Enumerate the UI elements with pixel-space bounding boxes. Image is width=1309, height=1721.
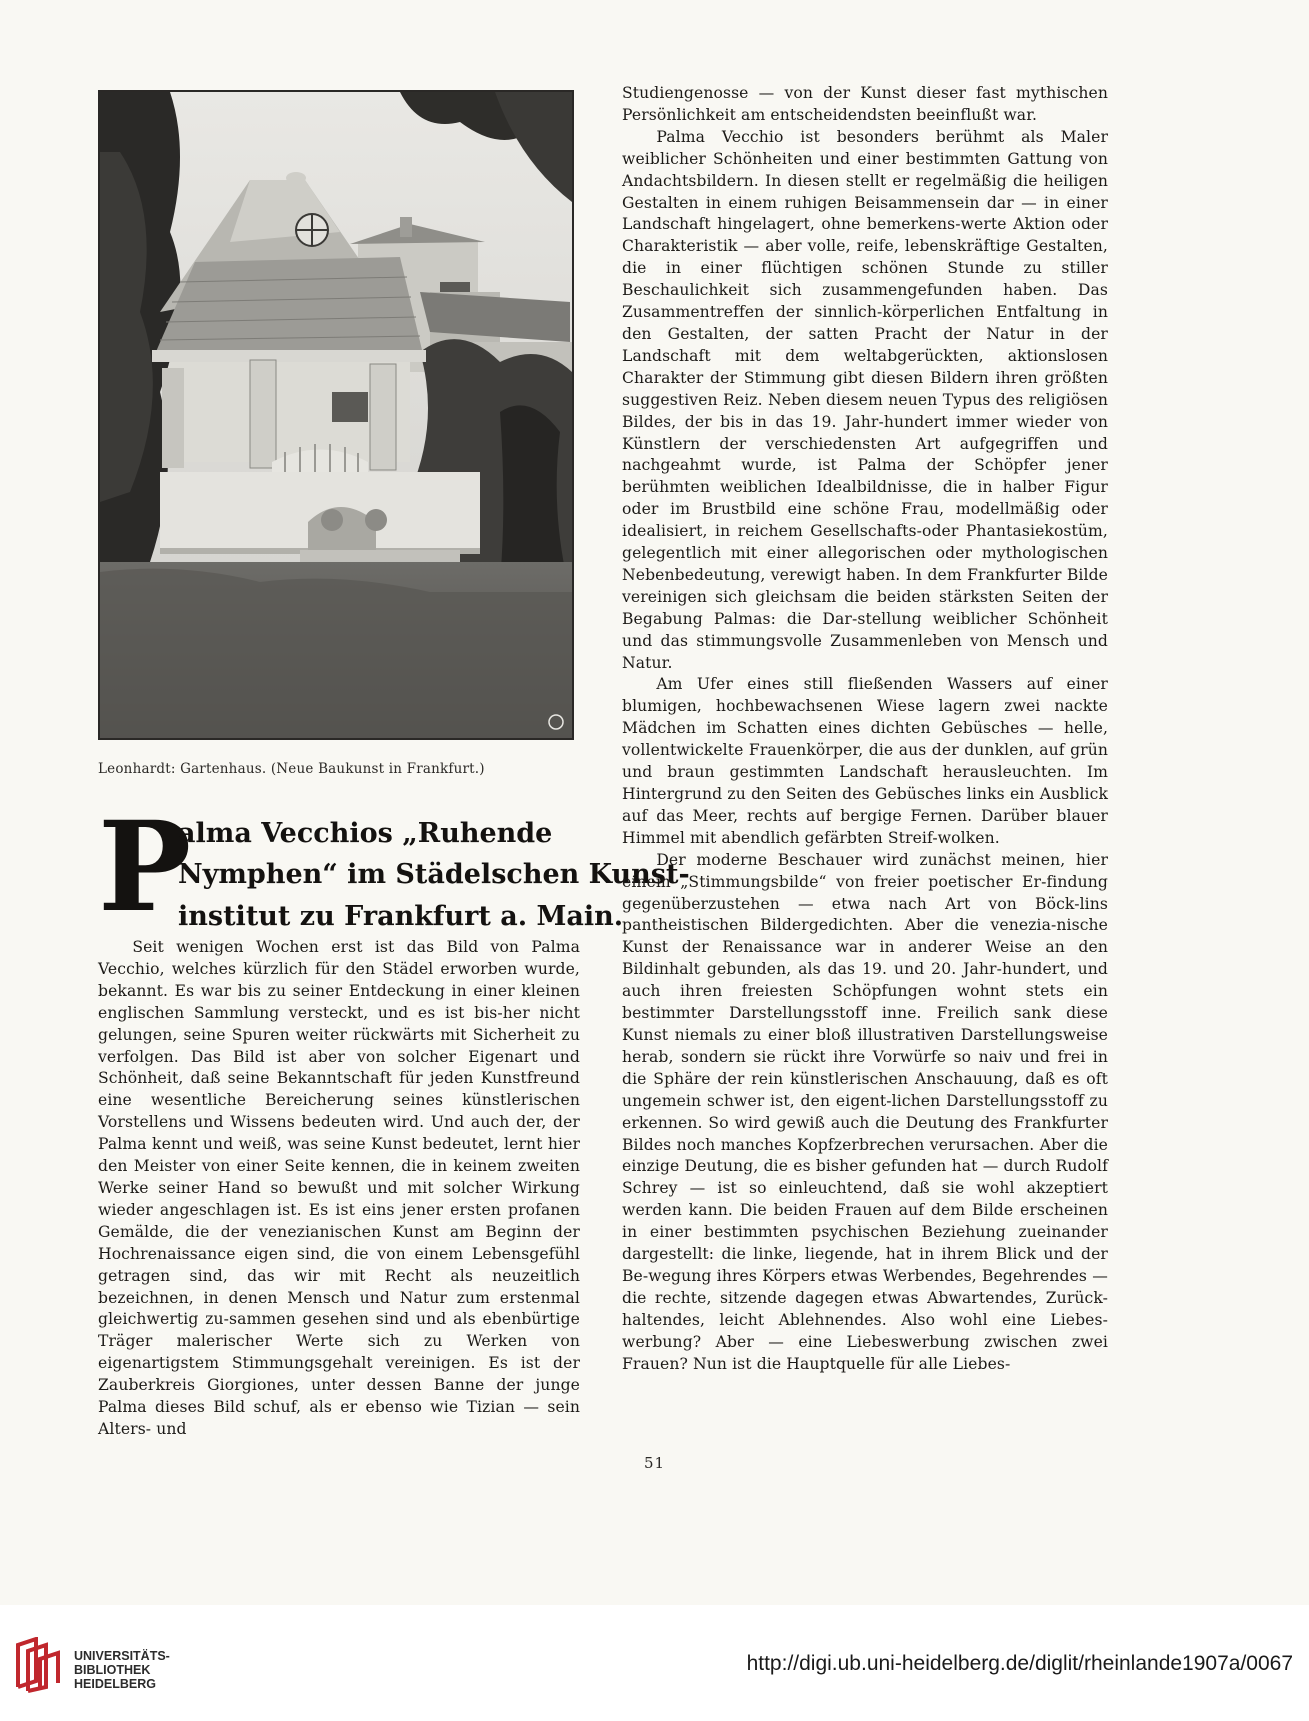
right-text-column: [622, 83, 1108, 1375]
right-paragraph-4: Der moderne Beschauer wird zunächst meinen, hier einem „Stimmungsbilde“ von freier poetischer Er-findung gegenüberzustehen — etwa nach Art von Böck-lins pantheistischen Bildergedichten. Aber die venezia-nische Kunst der Renaissance war in anderer Weise an den Bildinhalt gebunden, als das 19. und 20. Jahr-hundert, und auch ihren freiesten Schöpfungen wohnt stets ein bestimmter Darstellungsstoff inne. Freilich sank diese Kunst niemals zu einer bloß illustrativen Darstellungsweise herab, sondern sie rückt ihre Vorwürfe so naiv und frei in die Sphäre der rein künstlerischen Anschauung, daß es oft ungemein schwer ist, den eigent-lichen Darstellungsstoff zu erkennen. So wird gewiß auch die Deutung des Frankfurter Bildes noch manches Kopfzerbrechen verursachen. Aber die einzige Deutung, die es bisher gefunden hat — durch Rudolf Schrey — ist so einleuchtend, daß sie wohl akzeptiert werden kann. Die beiden Frauen auf dem Bilde erscheinen in einer bestimmten psychischen Beziehung zueinander dargestellt: die linke, liegende, hat in ihrem Blick und der Be-wegung ihres Körpers etwas Werbendes, Begehrendes — die rechte, sitzende dagegen etwas Abwartendes, Zurück-haltendes, leicht Ablehnendes. Also wohl eine Liebes-werbung? Aber — eine Liebeswerbung zwischen zwei Frauen? Nun ist die Hauptquelle für alle Liebes-: [622, 850, 1108, 1373]
right-paragraph-1: Studiengenosse — von der Kunst dieser fast mythischen Persönlichkeit am entscheidendsten beeinflußt war.: [622, 84, 1108, 124]
library-name-line-2: BIBLIOTHEK: [74, 1663, 151, 1677]
library-name-line-3: HEIDELBERG: [74, 1677, 156, 1691]
left-text-column: [98, 937, 580, 1441]
garden-house-illustration: [100, 92, 572, 738]
library-name: [74, 1649, 170, 1691]
right-paragraph-2: Palma Vecchio ist besonders berühmt als Maler weiblicher Schönheiten und einer bestimmten Gattung von Andachtsbildern. In diesen stellt er regelmäßig die heiligen Gestalten in einem ruhigen Beisammensein dar — in einer Landschaft hingelagert, ohne bemerkens-werte Aktion oder Charakteristik — aber volle, reife, lebenskräftige Gestalten, die in einer flüchtigen schönen Stunde zu stiller Beschaulichkeit sich zusammengefunden haben. Das Zusammentreffen der sinnlich-körperlichen Entfaltung in den Gestalten, der satten Pracht der Natur in der Landschaft mit dem weltabgerückten, aktionslosen Charakter der Stimmung gibt diesen Bildern ihren größten suggestiven Reiz. Neben diesem neuen Typus des religiösen Bildes, der bis in das 19. Jahr-hundert immer wieder von Künstlern der verschiedensten Art aufgegriffen und nachgeahmt wurde, ist Palma der Schöpfer jener berühmten weiblichen Idealbildnisse, die in halber Figur oder im Brustbild eine schöne Frau, modellmäßig oder idealisiert, in reichem Gesellschafts-oder Phantasiekostüm, gelegentlich mit einer allegorischen oder mythologischen Nebenbedeutung, verewigt haben. In dem Frankfurter Bilde vereinigen sich gleichsam die beiden stärksten Seiten der Begabung Palmas: die Dar-stellung weiblicher Schönheit und das stimmungsvolle Zusammenleben von Mensch und Natur.: [622, 127, 1108, 672]
page-number: 51: [643, 1454, 666, 1472]
headline-line-2: Nymphen“ im Städelschen Kunst-: [178, 859, 690, 890]
photo-caption: Leonhardt: Gartenhaus. (Neue Baukunst in Frankfurt.): [98, 761, 485, 777]
library-name-line-1: UNIVERSITÄTS-: [74, 1649, 170, 1663]
left-paragraph-1: Seit wenigen Wochen erst ist das Bild von Palma Vecchio, welches kürzlich für den Städel erworben wurde, bekannt. Es war bis zu seiner Entdeckung in einer kleinen englischen Sammlung versteckt, und es ist bis-her nicht gelungen, seine Spuren weiter rückwärts mit Sicherheit zu verfolgen. Das Bild ist aber von solcher Eigenart und Schönheit, daß seine Bekanntschaft für jeden Kunstfreund eine wesentliche Bereicherung seines künstlerischen Vorstellens und Wissens bedeuten wird. Und auch der, der Palma kennt und weiß, was seine Kunst bedeutet, lernt hier den Meister von einer Seite kennen, die in keinem zweiten Werke seiner Hand so bewußt und mit solcher Wirkung wieder angeschlagen ist. Es ist eins jener ersten profanen Gemälde, die der venezianischen Kunst am Beginn der Hochrenaissance eigen sind, die von einem Lebensgefühl getragen sind, das wir mit Recht als neuzeitlich bezeichnen, in denen Mensch und Natur zum erstenmal gleichwertig zu-sammen gesehen sind und als ebenbürtige Träger malerischer Werte sich zu Werken von eigenartigstem Stimmungsgehalt vereinigen. Es ist der Zauberkreis Giorgiones, unter dessen Banne der junge Palma dieses Bild schuf, als er ebenso wie Tizian — sein Alters- und: [98, 938, 580, 1438]
university-library-logo-icon: [14, 1637, 64, 1693]
source-url-link[interactable]: http://digi.ub.uni-heidelberg.de/diglit/rheinlande1907a/0067: [746, 1652, 1293, 1675]
digital-library-footer: [0, 1605, 1309, 1721]
headline-line-1: alma Vecchios „Ruhende: [178, 818, 553, 849]
right-paragraph-3: Am Ufer eines still fließenden Wassers auf einer blumigen, hochbewachsenen Wiese lagern zwei nackte Mädchen im Schatten eines dichten Gebüsches — helle, vollentwickelte Frauenkörper, die aus der dunklen, auf grün und braun gestimmten Landschaft herausleuchten. Im Hintergrund zu den Seiten des Gebüsches links ein Ausblick auf das Meer, rechts auf bergige Fernen. Darüber blauer Himmel mit abendlich gefärbten Streif-wolken.: [622, 675, 1108, 847]
headline-line-3: institut zu Frankfurt a. Main.: [178, 901, 624, 932]
garden-house-photo: [98, 90, 574, 740]
drop-cap: P: [98, 795, 192, 940]
article-headline: [98, 795, 690, 940]
